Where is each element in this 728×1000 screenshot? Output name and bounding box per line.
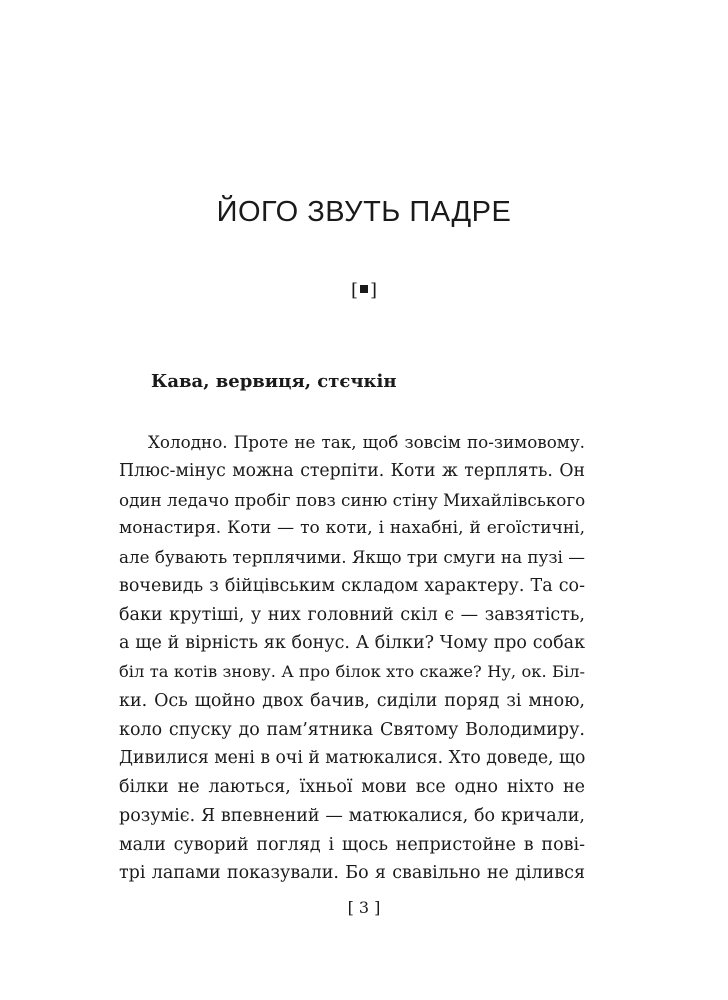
text-line: ки. Ось щойно двох бачив, сиділи поряд зі мною, — [119, 690, 585, 711]
text-line: вочевидь з бійцівським складом характеру. Та со- — [119, 575, 585, 596]
text-line: розуміє. Я впевнений — матюкалися, бо кричали, — [119, 805, 585, 826]
text-line: білки не лаються, їхньої мови все одно ніхто не — [119, 777, 585, 797]
page-number: [ 3 ] — [347, 898, 381, 917]
text-line: коло спуску до пам’ятника Святому Володимиру. — [119, 719, 585, 740]
ornament-right-bracket: ] — [370, 280, 378, 301]
text-line: але бувають терплячими. Якщо три смуги на пузі — — [119, 547, 585, 567]
section-ornament — [0, 280, 728, 301]
section-title: Кава, вервиця, стєчкін — [151, 371, 397, 392]
chapter-title: ЙОГО ЗВУТЬ ПАДРЕ — [216, 196, 512, 228]
text-line: Дивилися мені в очі й матюкалися. Хто доведе, що — [119, 748, 586, 769]
text-line: один ледачо пробіг повз синю стіну Михайлівського — [119, 489, 586, 510]
text-line: трі лапами показували. Бо я свавільно не ділився — [119, 863, 585, 884]
text-line: баки крутіші, у них головний скіл є — завзятість, — [119, 604, 585, 625]
body-text — [119, 428, 585, 888]
text-line: Холодно. Проте не так, щоб зовсім по-зимовому. — [148, 432, 585, 452]
text-line: Плюс-мінус можна стерпіти. Коти ж терплять. Он — [119, 460, 585, 481]
text-line: а ще й вірність як бонус. А білки? Чому про собак — [119, 633, 585, 654]
ornament-left-bracket: [ — [350, 280, 358, 301]
text-line: біл та котів знову. А про білок хто скаже? Ну, ок. Біл- — [119, 662, 585, 681]
square-ornament-icon — [360, 285, 368, 293]
text-line: мали суворий погляд і щось непристойне в пові- — [119, 834, 585, 855]
text-line: монастиря. Коти — то коти, і нахабні, й егоїстичні, — [119, 518, 585, 539]
